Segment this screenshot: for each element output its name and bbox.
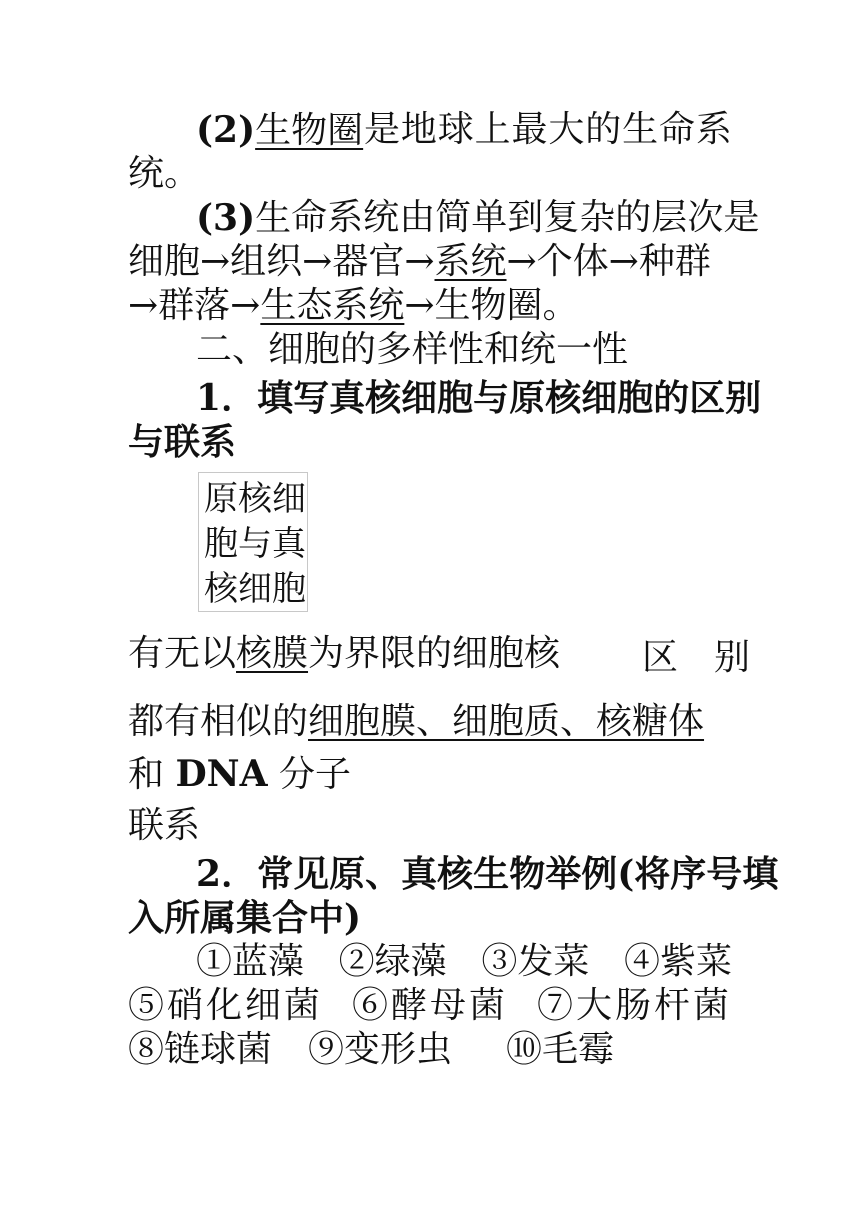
difference-label: 区 别 <box>642 637 751 678</box>
box-line: 原核细 <box>204 479 306 519</box>
question1-line1: 1 ． 填 写 真 核 细 胞 与 原 核 细 胞 的 区 别 <box>196 377 762 419</box>
item3-line3: →群落→生态系统→生物圈。 <box>128 285 579 326</box>
organism-item: ⑤硝化细菌 <box>128 985 324 1026</box>
question2-line1: 2 ． 常 见 原 、 真 核 生 物 举 例 (将 序 号 填 <box>196 853 779 895</box>
organism-item: ⑩毛霉 <box>506 1029 615 1070</box>
organism-row-2 <box>128 984 732 1028</box>
organism-item: ⑥酵母菌 <box>351 985 508 1026</box>
cell-comparison-box <box>198 472 308 612</box>
organism-item: ⑦大肠杆菌 <box>536 985 732 1026</box>
organism-item: ③发菜 <box>481 941 590 982</box>
relation-label: 联系 <box>128 805 201 846</box>
item2-line2: 统。 <box>128 153 201 194</box>
organism-item: ④紫菜 <box>623 941 732 982</box>
difference-text: 有无以核膜为界限的细胞核 <box>128 633 561 674</box>
box-line: 胞与真 <box>204 524 306 564</box>
section-heading: 二、细胞的多样性和统一性 <box>196 329 629 370</box>
organism-row-1 <box>196 940 732 984</box>
similarity-text: 都有相似的细胞膜、细胞质、核糖体 <box>128 701 705 742</box>
organism-item: ⑧链球菌 <box>128 1029 273 1070</box>
biosphere-term: 生物圈 <box>255 110 364 151</box>
shared-structures-term: 细胞膜、细胞质、核糖体 <box>308 701 705 742</box>
similarity-text-cont: 和 DNA 分子 <box>128 753 351 795</box>
item2-head: (2)生物圈 <box>196 109 364 151</box>
question2-line2: 入所属集合中) <box>128 897 362 939</box>
organism-item: ②绿藻 <box>338 941 447 982</box>
question1-line2: 与联系 <box>128 421 237 463</box>
item3-head: (3)生 <box>196 197 292 239</box>
organism-item: ⑨变形虫 <box>308 1029 453 1070</box>
ecosystem-term: 生态系统 <box>260 285 405 326</box>
organism-row-3 <box>128 1028 732 1072</box>
organism-item: ①蓝藻 <box>196 941 305 982</box>
box-line: 核细胞 <box>204 569 306 609</box>
nuclear-membrane-term: 核膜 <box>236 633 309 674</box>
system-term: 系统 <box>434 241 507 282</box>
item3-line1: (3)生 命 系 统 由 简 单 到 复 杂 的 层 次 是 <box>196 197 760 239</box>
item3-line2: 细胞→组织→器官→系统→个体→种群 <box>128 241 711 282</box>
item2-line1: (2)生物圈 是 地 球 上 最 大 的 生 命 系 <box>196 109 732 151</box>
